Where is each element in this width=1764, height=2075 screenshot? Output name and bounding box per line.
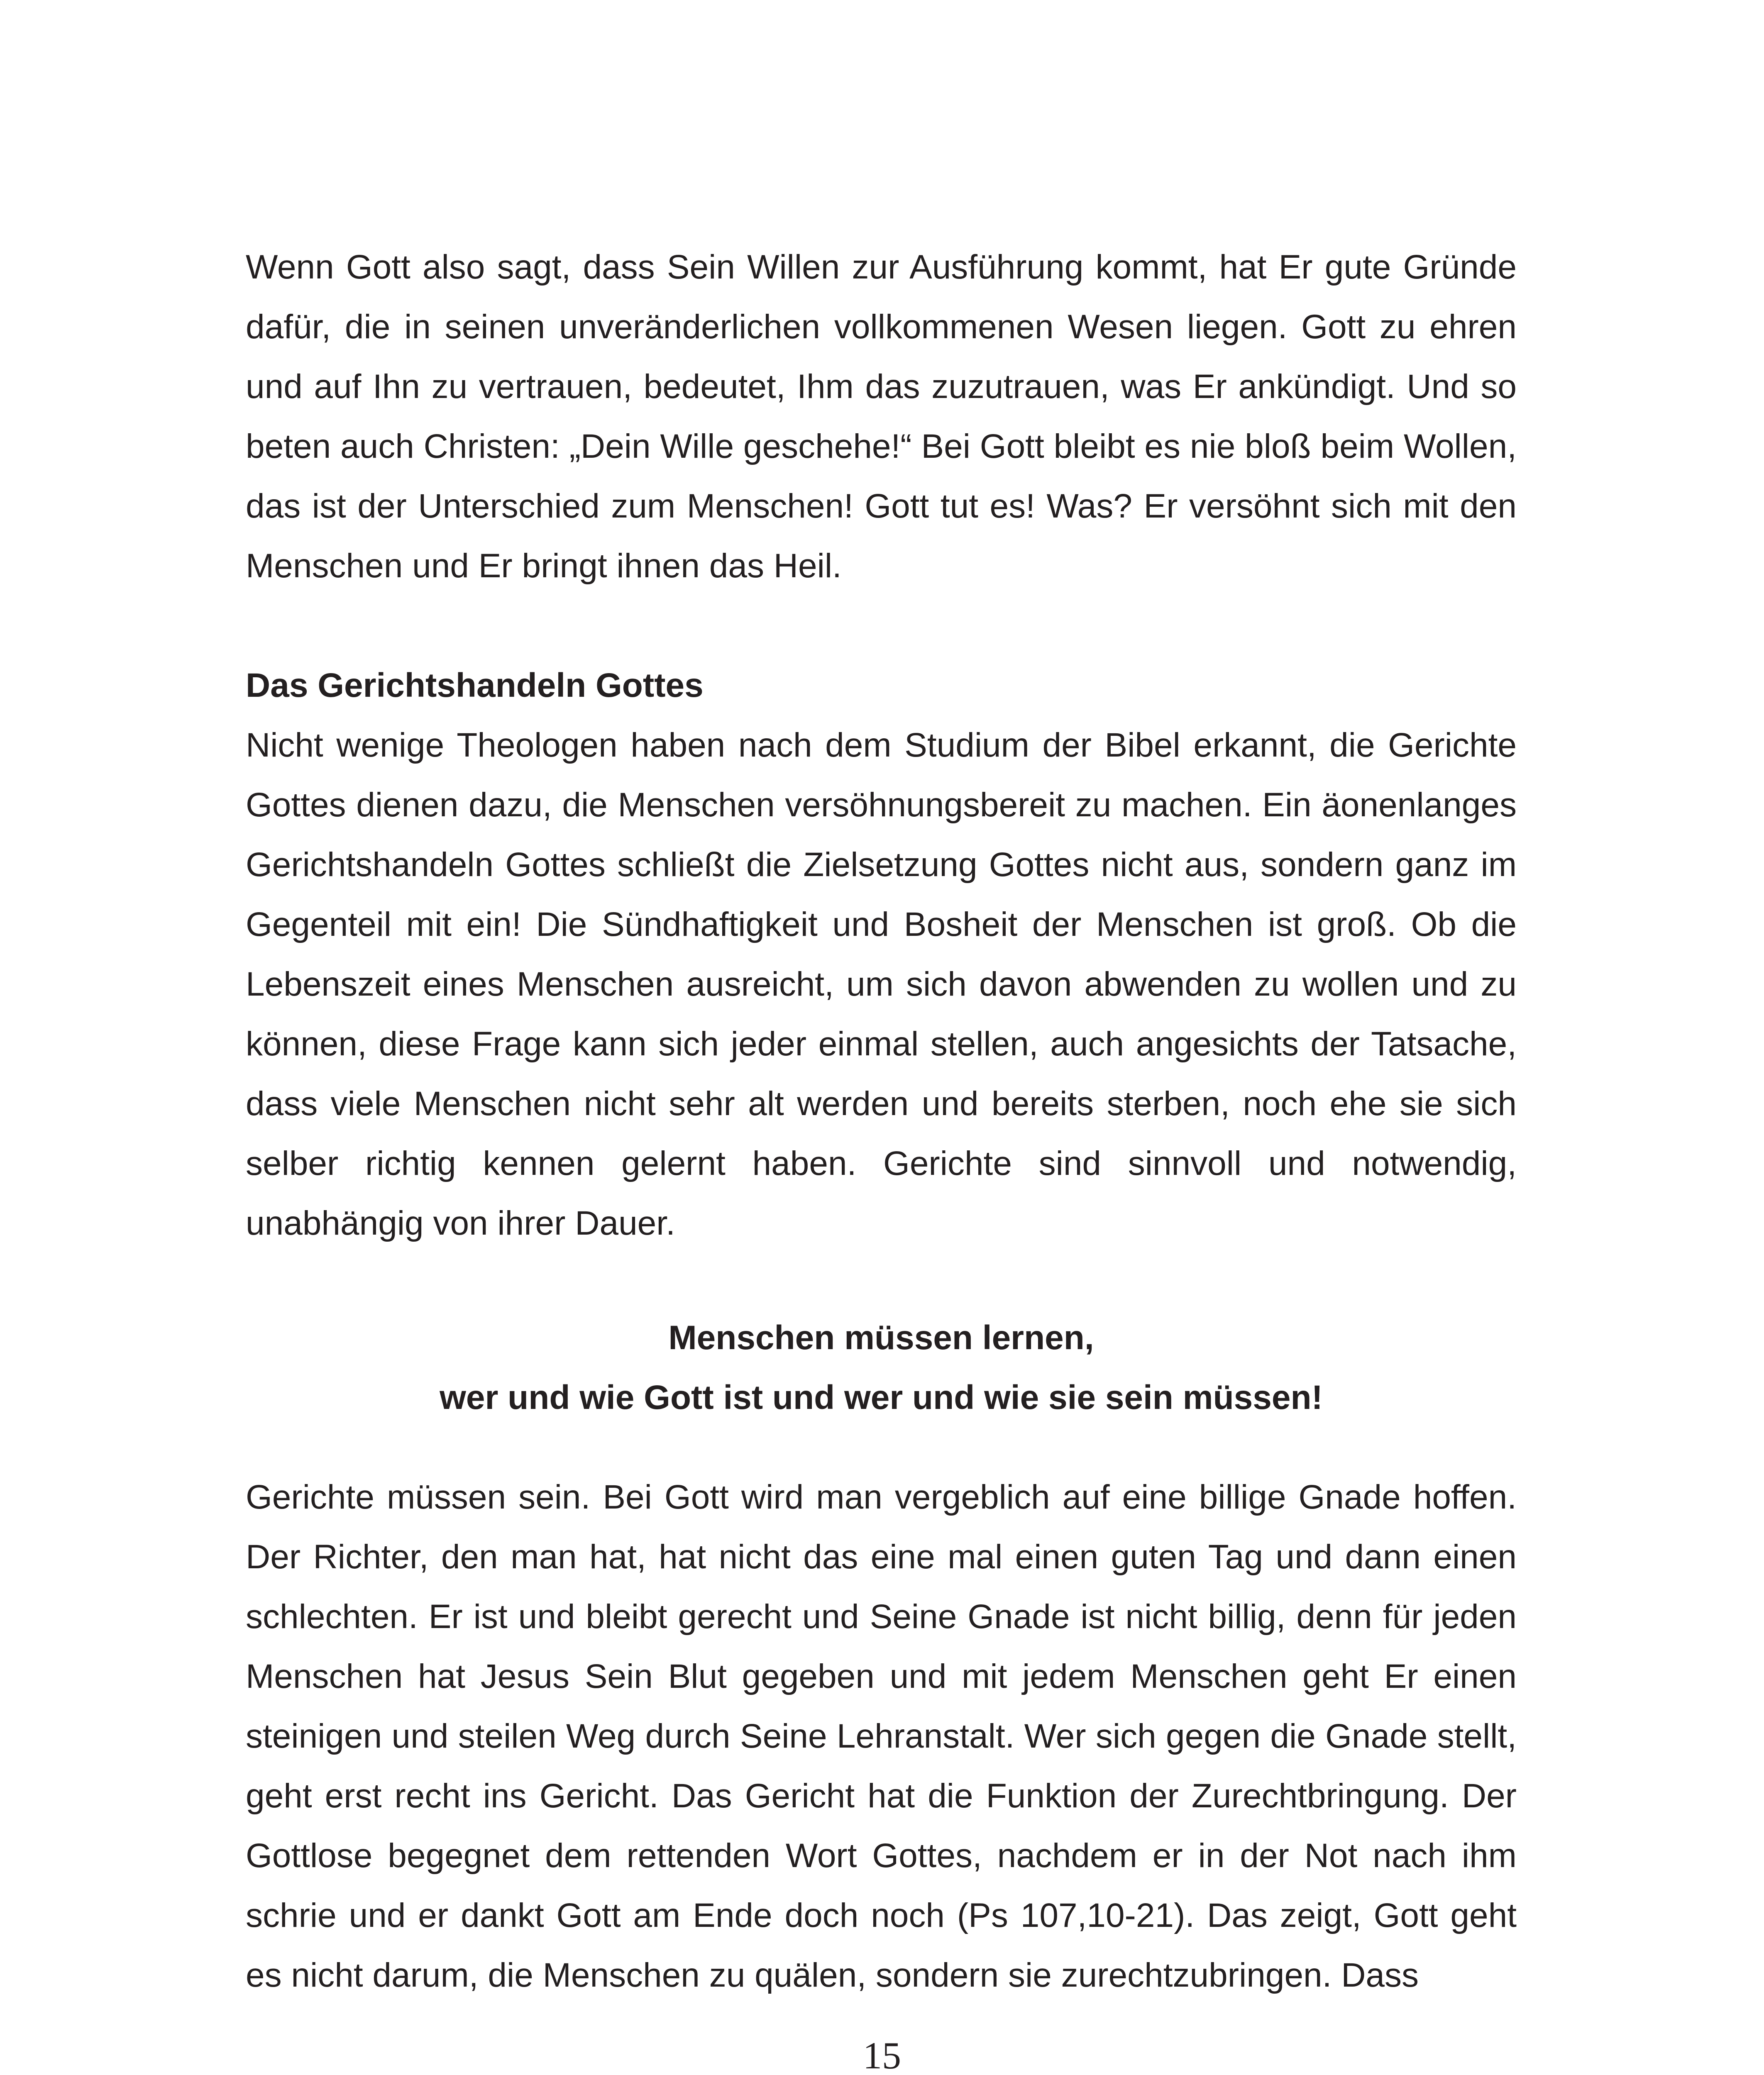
paragraph-gerichte (246, 1467, 1517, 2005)
paragraph-intro (246, 237, 1517, 596)
centered-callout (246, 1308, 1517, 1428)
callout-line-2: wer und wie Gott ist und wer und wie sie sein müssen! (440, 1379, 1323, 1416)
paragraph-text: Gerichte müssen sein. Bei Gott wird man vergeblich auf eine billige Gnade hoffen. Der Richter, den man hat, hat nicht das eine mal einen guten Tag und dann einen schlechten. Er ist und bleibt gerecht und Seine Gnade ist nicht billig, denn für jeden Menschen hat Jesus Sein Blut gegeben und mit jedem Menschen geht Er einen steinigen und steilen Weg durch Seine Lehranstalt. Wer sich gegen die Gnade stellt, geht erst recht ins Gericht. Das Gericht hat die Funktion der Zurechtbringung. Der Gottlose begegnet dem rettenden Wort Gottes, nachdem er in der Not nach ihm schrie und er dankt Gott am Ende doch noch (Ps 107,10-21). Das zeigt, Gott geht es nicht darum, die Menschen zu quälen, sondern sie zurechtzubringen. Dass (246, 1478, 1517, 1994)
callout-line-1: Menschen müssen lernen, (668, 1319, 1094, 1357)
page-number: 15 (863, 2034, 901, 2075)
section-gerichtshandeln (246, 656, 1517, 1253)
paragraph-text: Nicht wenige Theologen haben nach dem Studium der Bibel erkannt, die Gerichte Gottes dienen dazu, die Menschen versöhnungsbereit zu machen. Ein äonenlanges Gerichtshandeln Gottes schließt die Zielsetzung Gottes nicht aus, sondern ganz im Gegenteil mit ein! Die Sündhaftigkeit und Bosheit der Menschen ist groß. Ob die Lebenszeit eines Menschen ausreicht, um sich davon abwenden zu wollen und zu können, diese Frage kann sich jeder einmal stellen, auch angesichts der Tatsache, dass viele Menschen nicht sehr alt werden und bereits sterben, noch ehe sie sich selber richtig kennen gelernt haben. Gerichte sind sinnvoll und notwendig, unabhängig von ihrer Dauer. (246, 726, 1517, 1242)
paragraph-text: Wenn Gott also sagt, dass Sein Willen zur Ausführung kommt, hat Er gute Gründe dafür, die in seinen unveränderlichen vollkommenen Wesen liegen. Gott zu ehren und auf Ihn zu vertrauen, bedeutet, Ihm das zuzutrauen, was Er ankündigt. Und so beten auch Christen: „Dein Wille geschehe!“ Bei Gott bleibt es nie bloß beim Wollen, das ist der Unterschied zum Menschen! Gott tut es! Was? Er versöhnt sich mit den Menschen und Er bringt ihnen das Heil. (246, 248, 1517, 585)
section-heading: Das Gerichtshandeln Gottes (246, 666, 704, 704)
